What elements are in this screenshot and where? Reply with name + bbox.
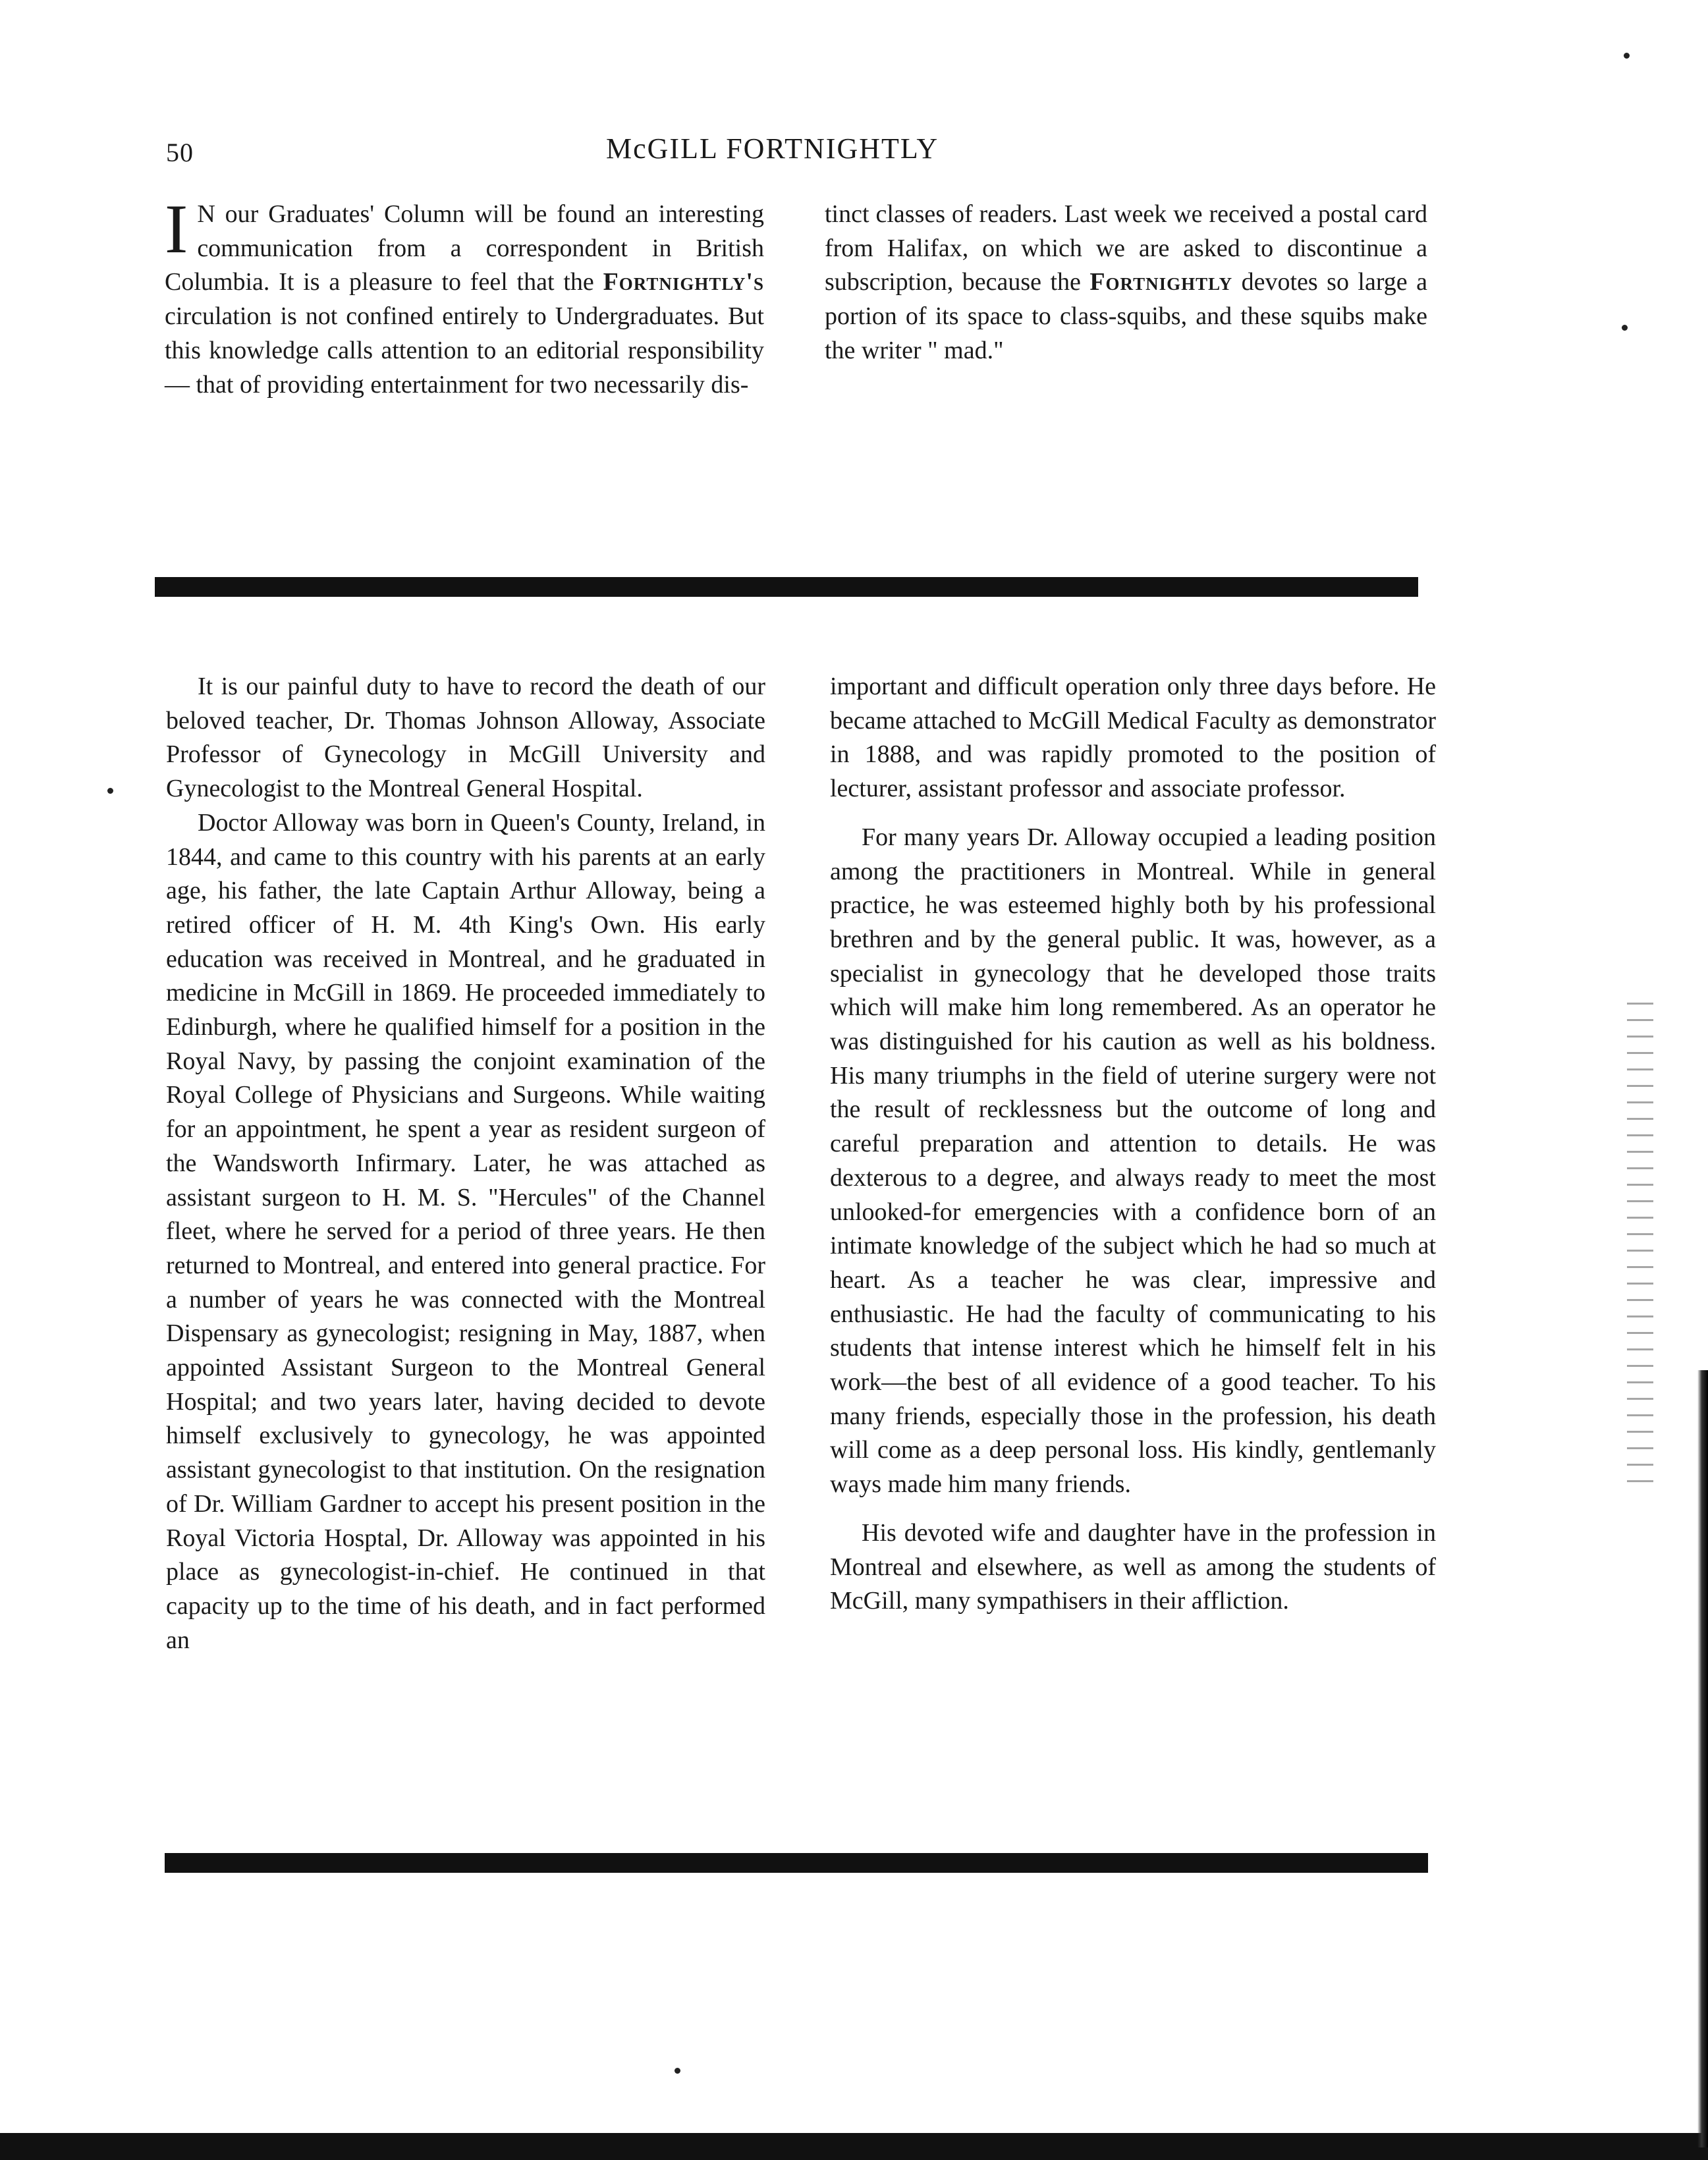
masthead-name: Fortnightly's xyxy=(603,268,764,296)
obituary-paragraph: For many years Dr. Alloway occupied a leading position among the practitioners in Montreal. While in general practice, he was esteemed highly both by his professional brethren and by the general public. It was, however, as a specialist in gynecology that he developed those traits which will make him long remembered. As an operator he was distinguished for his caution as well as his boldness. His many triumphs in the field of uterine surgery were not the result of recklessness but the outcome of long and careful preparation and attention to details. He was dexterous to a degree, and always ready to meet the most unlooked-for emergencies with a confidence born of an intimate knowledge of the subject which he had so much at heart. As a teacher he was clear, impressive and enthusiastic. He had the faculty of communicating to his students that intense interest which he himself felt in his work—the best of all evidence of a good teacher. To his many friends, especially those in the profession, his death will come as a deep personal loss. His kindly, gentlemanly ways made him many friends. xyxy=(830,823,1436,1499)
page-bottom-edge xyxy=(0,2133,1708,2160)
obituary-paragraph: His devoted wife and daughter have in the profession in Montreal and elsewhere, as well as among the students of McGill, many sympathisers in their affliction. xyxy=(830,1518,1436,1615)
masthead-name: Fortnightly xyxy=(1089,268,1233,296)
editorial-paragraph xyxy=(825,198,1427,368)
scan-speck xyxy=(107,788,113,794)
scan-speck xyxy=(1624,53,1630,59)
obituary-paragraph: important and difficult operation only three days before. He became attached to McGill Medical Faculty as demonstrator in 1888, and was rapidly promoted to the position of lecturer, assistant professor and associate professor. xyxy=(830,673,1436,803)
editorial-text: devotes so large a portion of its space to class-squibs, and these squibs make the writer " mad." xyxy=(825,268,1427,364)
obituary-paragraph: Doctor Alloway was born in Queen's County, Ireland, in 1844, and came to this country with his parents at an early age, his father, the late Captain Arthur Alloway, being a retired officer of H. M. 4th King's Own. His early education was received in Montreal, and he graduated in medicine in McGill in 1869. He proceeded immediately to Edinburgh, where he qualified himself for a position in the Royal Navy, by passing the conjoint examination of the Royal College of Physicians and Surgeons. While waiting for an appointment, he spent a year as resident surgeon of the Wandsworth Infirmary. Later, he was attached as assistant surgeon to H. M. S. "Hercules" of the Channel fleet, where he served for a period of three years. He then returned to Montreal, and entered into general practice. For a number of years he was connected with the Montreal Dispensary as gynecologist; resigning in May, 1887, when appointed Assistant Surgeon to the Montreal General Hospital; and two years later, having decided to devote himself exclusively to gynecology, he was appointed assistant gynecologist to that institution. On the resignation of Dr. William Gardner to accept his present position in the Royal Victoria Hosptal, Dr. Alloway was appointed in his place as gynecologist-in-chief. He continued in that capacity up to the time of his death, and in fact performed an xyxy=(166,808,765,1654)
scan-edge-shadow xyxy=(1697,1370,1708,2147)
obituary-column-right xyxy=(830,670,1436,1619)
section-divider xyxy=(155,577,1418,597)
editorial-text: circulation is not confined entirely to Undergraduates. But this knowledge calls attention to an editorial responsibility— that of providing entertainment for two necessarily dis- xyxy=(165,302,764,399)
scan-edge-specks xyxy=(1627,988,1653,1489)
section-divider xyxy=(165,1853,1428,1873)
editorial-text: tinct classes of readers. Last week we received a postal card from Halifax, on which we are asked to discontinue a subscription, because the xyxy=(825,200,1427,296)
scan-speck xyxy=(675,2068,680,2074)
editorial-column-left xyxy=(165,190,764,402)
obituary-column-left xyxy=(166,670,765,1657)
obituary-paragraph: It is our painful duty to have to record the death of our beloved teacher, Dr. Thomas Johnson Alloway, Associate Professor of Gynecology in McGill University and Gynecologist to the Montreal General Hospital. xyxy=(166,673,765,803)
editorial-column-right xyxy=(825,198,1427,368)
editorial-text: N our Graduates' Column will be found an interesting communication from a correspondent in British Columbia. It is a pleasure to feel that the xyxy=(165,200,764,296)
running-head: McGILL FORTNIGHTLY xyxy=(606,132,939,165)
page-number: 50 xyxy=(166,138,194,167)
editorial-paragraph xyxy=(165,190,764,402)
scan-speck xyxy=(1622,325,1628,331)
drop-cap: I xyxy=(165,190,188,267)
